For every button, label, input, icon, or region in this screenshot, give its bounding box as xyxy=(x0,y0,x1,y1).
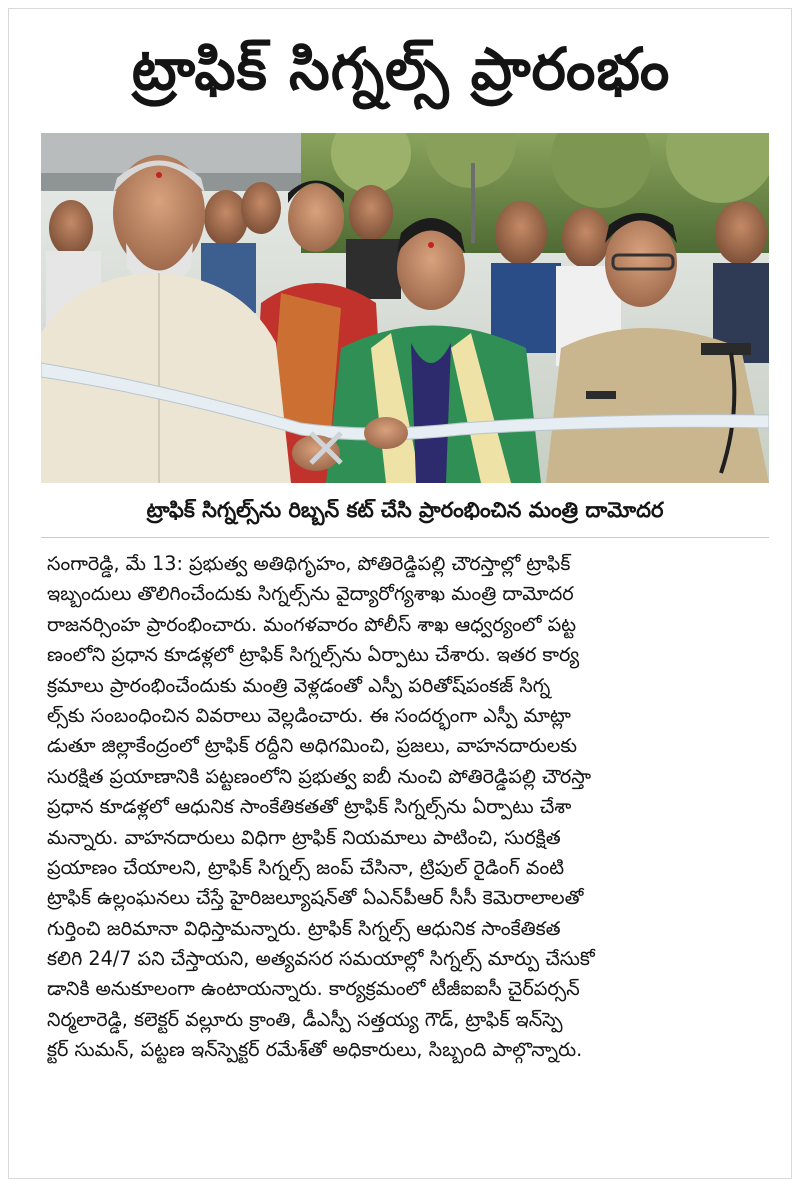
photo-caption: ట్రాఫిక్ సిగ్నల్స్‌ను రిబ్బన్ కట్ చేసి ప్రారంభించిన మంత్రి దామోదర xyxy=(146,498,664,522)
article-line: క్రమాలు ప్రారంభించేందుకు మంత్రి వెళ్లడంతో ఎస్పీ పరితోష్‌పంకజ్ సిగ్న xyxy=(47,673,551,697)
news-photo xyxy=(41,133,769,483)
article-line: నిర్మలారెడ్డి, కలెక్టర్ వల్లూరు క్రాంతి, డీఎస్పీ సత్తయ్య గౌడ్, ట్రాఫిక్ ఇన్‌స్పె xyxy=(47,1007,563,1031)
article-line: ల్స్‌కు సంబంధించిన వివరాలు వెల్లడించారు. ఈ సందర్భంగా ఎస్పీ మాట్లా xyxy=(47,703,571,727)
article-line: సురక్షిత ప్రయాణానికి పట్టణంలోని ప్రభుత్వ ఐబీ నుంచి పోతిరెడ్డిపల్లి చౌరస్తా xyxy=(47,764,592,788)
caption-divider xyxy=(41,537,769,538)
article-line: క్టర్ సుమన్, పట్టణ ఇన్‌స్పెక్టర్ రమేశ్‌తో అధికారులు, సిబ్బంది పాల్గొన్నారు. xyxy=(47,1038,583,1062)
article-headline: ట్రాఫిక్ సిగ్నల్స్ ప్రారంభం xyxy=(131,35,671,103)
article-line: ప్రయాణం చేయాలని, ట్రాఫిక్ సిగ్నల్స్ జంప్ చేసినా, ట్రిపుల్ రైడింగ్ వంటి xyxy=(47,855,565,879)
newspaper-clipping xyxy=(8,8,792,1179)
article-line: సంగారెడ్డి, మే 13: ప్రభుత్వ అతిథిగృహం, పోతిరెడ్డిపల్లి చౌరస్తాల్లో ట్రాఫిక్ xyxy=(47,552,571,575)
article-line: డుతూ జిల్లాకేంద్రంలో ట్రాఫిక్ రద్దీని అధిగమించి, ప్రజలు, వాహనదారులకు xyxy=(47,734,577,758)
article-line: డానికి అనుకూలంగా ఉంటాయన్నారు. కార్యక్రమంలో టీజీఐఐసీ చైర్‌పర్సన్ xyxy=(47,977,580,1001)
article-line: మన్నారు. వాహనదారులు విధిగా ట్రాఫిక్ నియమాలు పాటించి, సురక్షిత xyxy=(47,825,561,849)
ribbon-cutting-photo xyxy=(41,133,769,483)
article-line: కలిగి 24/7 పని చేస్తాయని, అత్యవసర సమయాల్లో సిగ్నల్స్ మార్పు చేసుకో xyxy=(47,947,595,971)
article-line: ప్రధాన కూడళ్లలో ఆధునిక సాంకేతికతతో ట్రాఫిక్ సిగ్నల్స్‌ను ఏర్పాటు చేశా xyxy=(47,795,572,819)
article-line: ణంలోని ప్రధాన కూడళ్లలో ట్రాఫిక్ సిగ్నల్స్‌ను ఏర్పాటు చేశారు. ఇతర కార్య xyxy=(47,643,580,667)
article-line: గుర్తించి జరిమానా విధిస్తామన్నారు. ట్రాఫిక్ సిగ్నల్స్ ఆధునిక సాంకేతికత xyxy=(47,916,561,940)
article-line: ట్రాఫిక్ ఉల్లంఘనలు చేస్తే హైరిజల్యూషన్‌తో ఏఎన్‌పీఆర్ సీసీ కెమెరాలాలతో xyxy=(47,886,584,910)
article-line: ఇబ్బందులు తొలిగించేందుకు సిగ్నల్స్‌ను వైద్యారోగ్యశాఖ మంత్రి దామోదర xyxy=(47,582,574,606)
article-line: రాజనర్సింహ ప్రారంభించారు. మంగళవారం పోలీస్ శాఖ ఆధ్వర్యంలో పట్ట xyxy=(47,612,577,636)
article-body xyxy=(47,549,767,1066)
